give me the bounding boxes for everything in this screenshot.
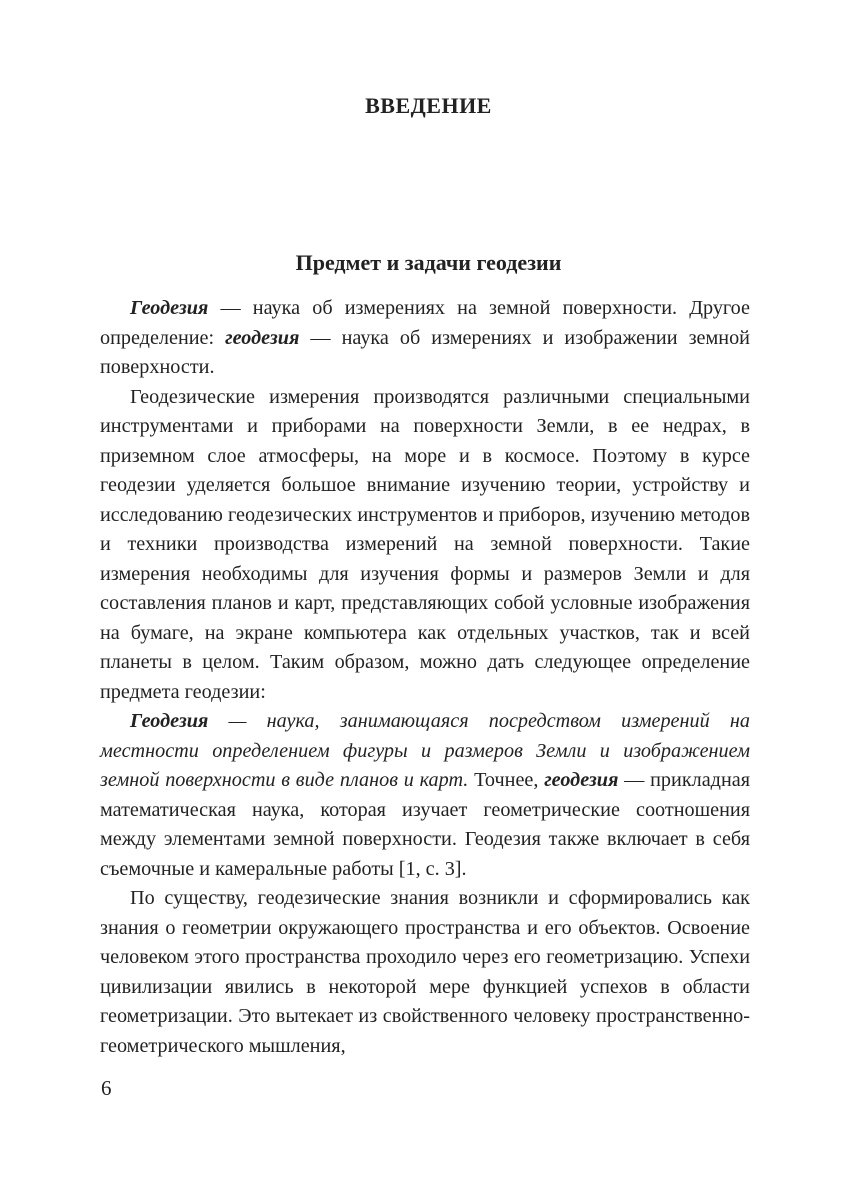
paragraph-1 bbox=[100, 294, 750, 383]
term-geodesy: геодезия bbox=[544, 769, 619, 791]
section-title: Предмет и задачи геодезии bbox=[295, 250, 562, 275]
body-text bbox=[100, 294, 750, 1061]
term-geodesy: Геодезия bbox=[130, 297, 209, 319]
term-geodesy: Геодезия bbox=[130, 710, 209, 732]
paragraph-3 bbox=[100, 707, 750, 884]
paragraph-2: Геодезические измерения производятся различными специальными инструментами и приборами на поверхности Земли, в ее недрах, в приземном слое атмосферы, на море и в космосе. Поэтому в курсе геодезии уделяется большое внимание изучению теории, устройству и исследованию геодезических инструментов и приборов, изучению методов и техники производства измерений на земной поверхности. Такие измерения необходимы для изучения формы и размеров Земли и для составления планов и карт, представляющих собой условные изображения на бумаге, на экране компьютера как отдельных участков, так и всей планеты в целом. Таким образом, можно дать следующее определение предмета геодезии: bbox=[100, 385, 750, 703]
text-span: — наука об измерениях и изображении земной поверхности. bbox=[100, 326, 750, 378]
text-span: — прикладная математическая наука, которая изучает геометрические соотношения между элементами земной поверхности. Геодезия также включает в себя съемочные и камеральные работы [1, с. 3]. bbox=[100, 769, 750, 880]
text-span: Точнее, bbox=[468, 769, 545, 791]
paragraph-4: По существу, геодезические знания возникли и сформировались как знания о геометрии окружающего пространства и его объектов. Освоение человеком этого пространства проходило через его геометризацию. Успехи цивилизации явились в некоторой мере функцией успехов в области геометризации. Это вытекает из свойственного человеку пространственно-геометрического мышления, bbox=[100, 887, 750, 1057]
chapter-title: ВВЕДЕНИЕ bbox=[365, 93, 492, 118]
text-span: — наука об измерениях на земной поверхности. Другое определение: bbox=[100, 297, 750, 349]
italic-definition: — наука, занимающаяся посредством измерений на местности определением фигуры и размеров Земли и изображением земной поверхности в виде планов и карт. bbox=[100, 710, 750, 791]
page-number: 6 bbox=[101, 1076, 112, 1100]
term-geodesy: геодезия bbox=[225, 326, 300, 349]
